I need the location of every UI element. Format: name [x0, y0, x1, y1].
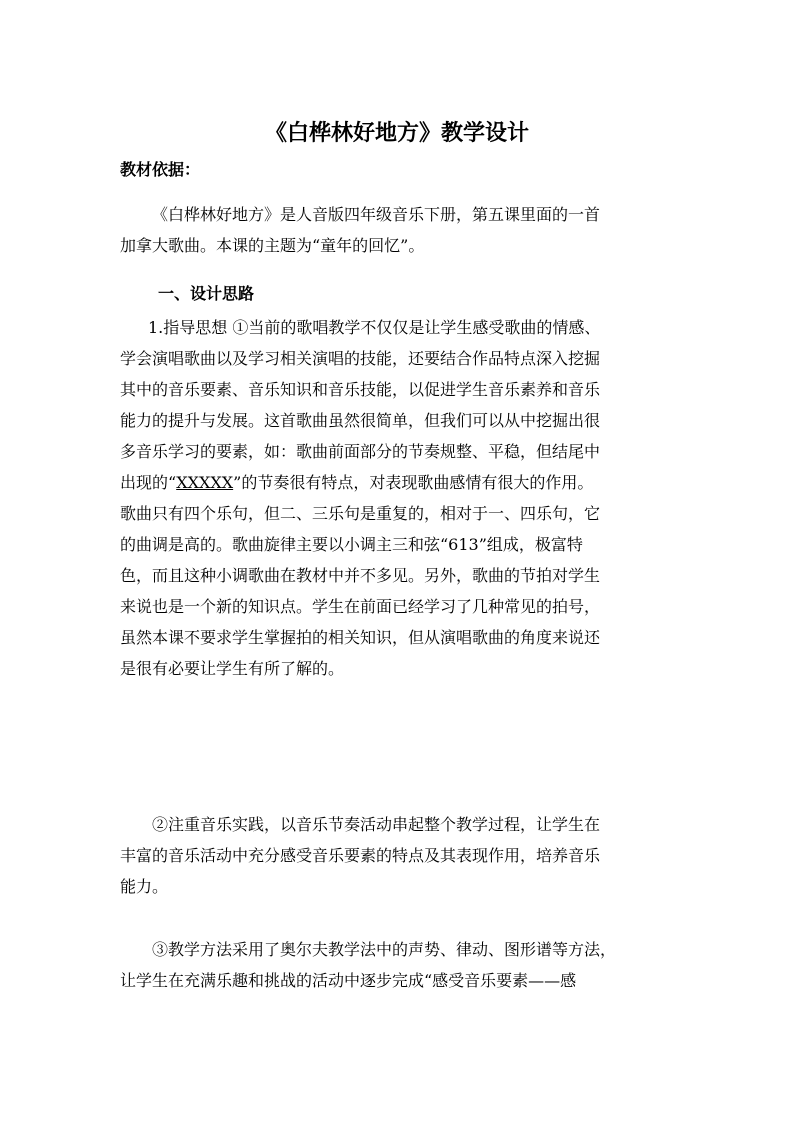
- paragraph-line: 多音乐学习的要素，如：歌曲前面部分的节奏规整、平稳，但结尾中: [120, 442, 601, 461]
- paragraph-line: 色，而且这种小调歌曲在教材中并不多见。另外，歌曲的节拍对学生: [120, 566, 601, 585]
- paragraph-line: 能力的提升与发展。这首歌曲虽然很简单，但我们可以从中挖掘出很: [120, 411, 601, 430]
- section-heading-basis: 教材依据：: [120, 160, 201, 179]
- section-heading-design: 一、设计思路: [158, 284, 255, 303]
- paragraph-line: 的曲调是高的。歌曲旋律主要以小调主三和弦“613”组成，极富特: [120, 535, 583, 554]
- paragraph-line: 歌曲只有四个乐句，但二、三乐句是重复的，相对于一、四乐句，它: [120, 504, 601, 523]
- paragraph-line: ②注重音乐实践，以音乐节奏活动串起整个教学过程，让学生在: [152, 815, 601, 834]
- document-title: 《白桦林好地方》教学设计: [264, 120, 529, 146]
- intro-line: 加拿大歌曲。本课的主题为“童年的回忆”。: [120, 236, 425, 255]
- paragraph-line: 丰富的音乐活动中充分感受音乐要素的特点及其表现作用，培养音乐: [120, 846, 601, 865]
- practice-paragraph: [120, 809, 676, 902]
- paragraph-line: 来说也是一个新的知识点。学生在前面已经学习了几种常见的拍号，: [120, 597, 601, 616]
- paragraph-line: 是很有必要让学生有所了解的。: [120, 659, 345, 678]
- paragraph-line: 能力。: [120, 877, 169, 896]
- paragraph-line-rhythm: [120, 467, 676, 498]
- rhythm-suffix: ”的节奏很有特点，对表现歌曲感情有很大的作用。: [233, 473, 594, 492]
- method-paragraph: [120, 934, 676, 996]
- guiding-paragraph: [120, 312, 676, 684]
- paragraph-line: ③教学方法采用了奥尔夫教学法中的声势、律动、图形谱等方法，: [152, 940, 617, 959]
- paragraph-line: 学会演唱歌曲以及学习相关演唱的技能，还要结合作品特点深入挖掘: [120, 349, 601, 368]
- rhythm-notation: XXXXX: [176, 473, 234, 492]
- paragraph-line: 虽然本课不要求学生掌握拍的相关知识，但从演唱歌曲的角度来说还: [120, 628, 601, 647]
- paragraph-line: 其中的音乐要素、音乐知识和音乐技能，以促进学生音乐素养和音乐: [120, 380, 601, 399]
- intro-line: 《白桦林好地方》是人音版四年级音乐下册，第五课里面的一首: [152, 205, 601, 224]
- paragraph-line: 让学生在充满乐趣和挑战的活动中逐步完成“感受音乐要素——感: [120, 971, 577, 990]
- rhythm-prefix: 出现的“: [120, 473, 177, 492]
- paragraph-line: 1.指导思想 ①当前的歌唱教学不仅仅是让学生感受歌曲的情感、: [148, 318, 601, 337]
- intro-paragraph: [120, 199, 676, 261]
